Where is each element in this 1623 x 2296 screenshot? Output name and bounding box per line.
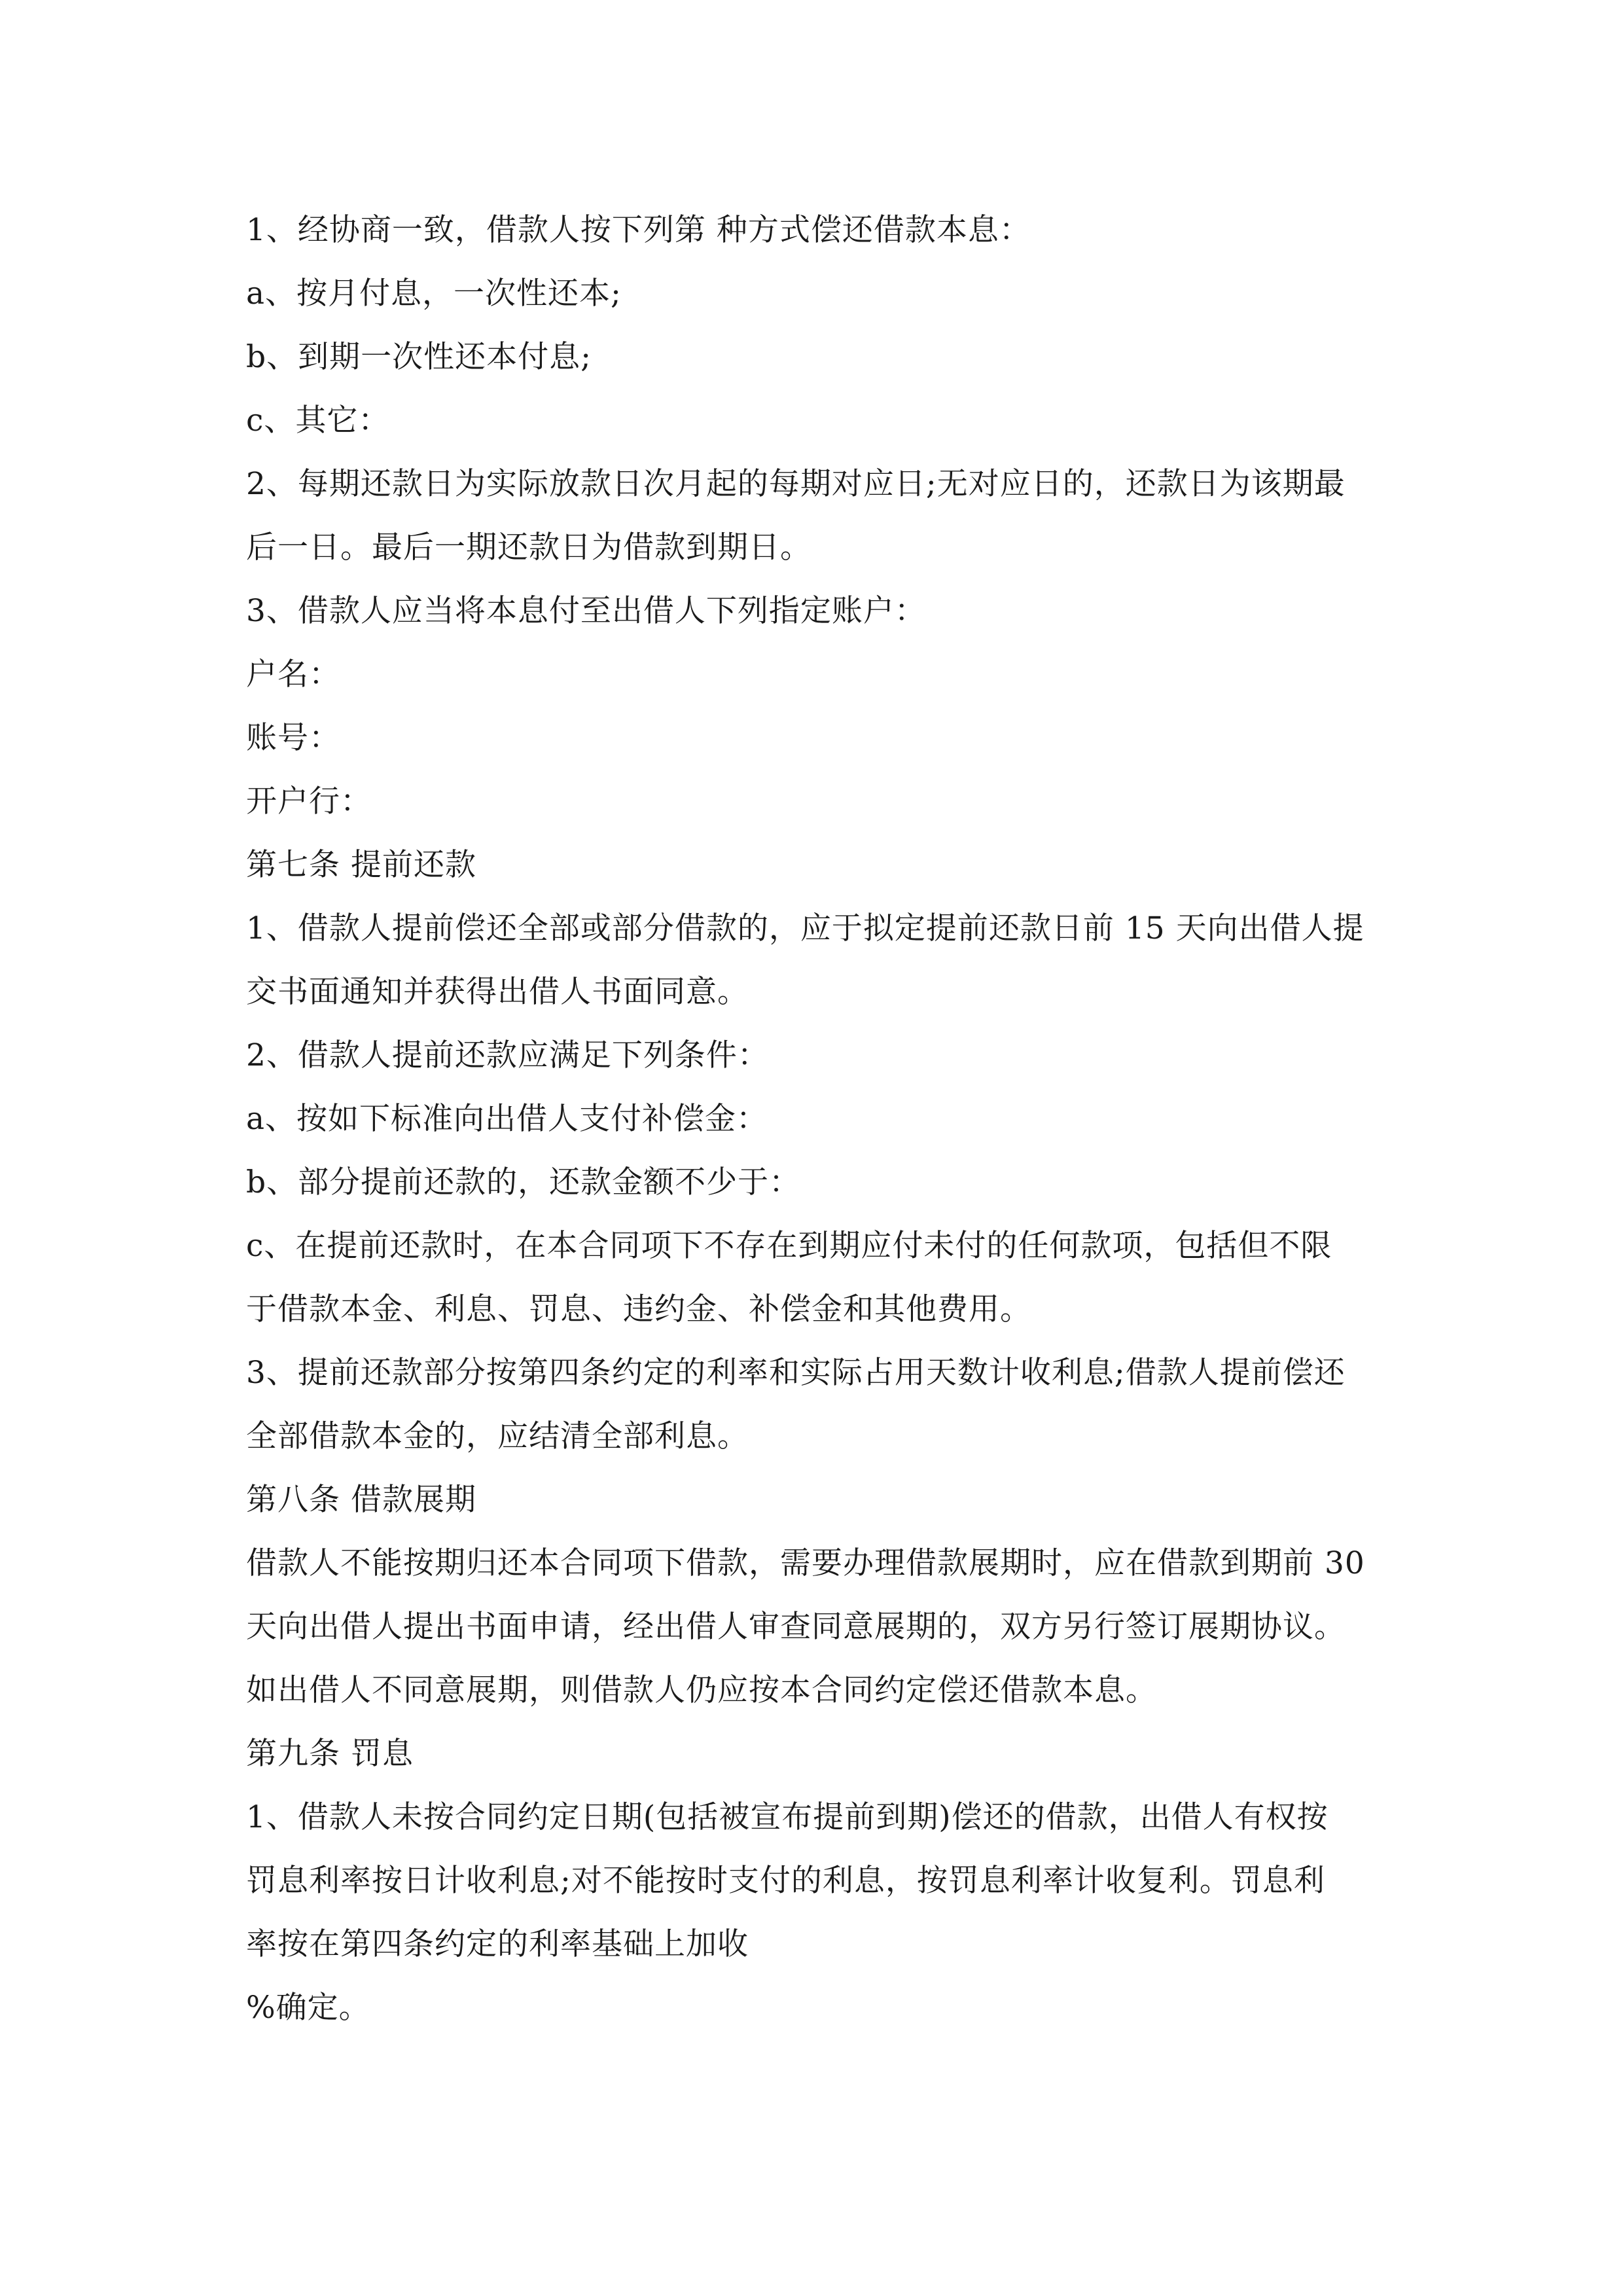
- text-line: 1、经协商一致，借款人按下列第 种方式偿还借款本息：: [246, 212, 1031, 248]
- section-heading: 第八条 借款展期: [246, 1482, 476, 1518]
- text-line: 天向出借人提出书面申请，经出借人审查同意展期的，双方另行签订展期协议。: [246, 1609, 1346, 1645]
- text-line: 1、借款人提前偿还全部或部分借款的，应于拟定提前还款日前 15 天向出借人提: [246, 910, 1364, 946]
- text-line: 2、每期还款日为实际放款日次月起的每期对应日;无对应日的，还款日为该期最: [246, 466, 1346, 502]
- text-line: a、按如下标准向出借人支付补偿金：: [246, 1101, 768, 1137]
- text-line: 户名：: [246, 656, 340, 692]
- text-line: 3、借款人应当将本息付至出借人下列指定账户：: [246, 593, 926, 629]
- text-line: 账号：: [246, 720, 340, 756]
- document-body: [246, 198, 1411, 2039]
- section-heading: 第九条 罚息: [246, 1736, 414, 1772]
- text-line: 3、提前还款部分按第四条约定的利率和实际占用天数计收利息;借款人提前偿还: [246, 1355, 1346, 1391]
- text-line: 罚息利率按日计收利息;对不能按时支付的利息，按罚息利率计收复利。罚息利: [246, 1863, 1325, 1899]
- text-line: 交书面通知并获得出借人书面同意。: [246, 974, 749, 1010]
- text-line: 于借款本金、利息、罚息、违约金、补偿金和其他费用。: [246, 1291, 1031, 1327]
- section-heading: 第七条 提前还款: [246, 847, 476, 883]
- text-line: 后一日。最后一期还款日为借款到期日。: [246, 529, 812, 565]
- text-line: 1、借款人未按合同约定日期(包括被宣布提前到期)偿还的借款，出借人有权按: [246, 1799, 1329, 1835]
- text-line: c、在提前还款时，在本合同项下不存在到期应付未付的任何款项，包括但不限: [246, 1228, 1332, 1264]
- text-line: 2、借款人提前还款应满足下列条件：: [246, 1037, 769, 1073]
- text-line: %确定。: [246, 1990, 370, 2026]
- text-line: 率按在第四条约定的利率基础上加收: [246, 1926, 749, 1962]
- text-line: b、部分提前还款的，还款金额不少于：: [246, 1164, 801, 1200]
- text-line: 全部借款本金的，应结清全部利息。: [246, 1418, 749, 1454]
- text-line: a、按月付息，一次性还本;: [246, 276, 622, 312]
- text-line: 如出借人不同意展期，则借款人仍应按本合同约定偿还借款本息。: [246, 1672, 1157, 1708]
- text-line: 借款人不能按期归还本合同项下借款，需要办理借款展期时，应在借款到期前 30: [246, 1545, 1365, 1581]
- text-line: b、到期一次性还本付息;: [246, 339, 592, 375]
- text-line: c、其它：: [246, 403, 390, 439]
- text-line: 开户行：: [246, 783, 372, 819]
